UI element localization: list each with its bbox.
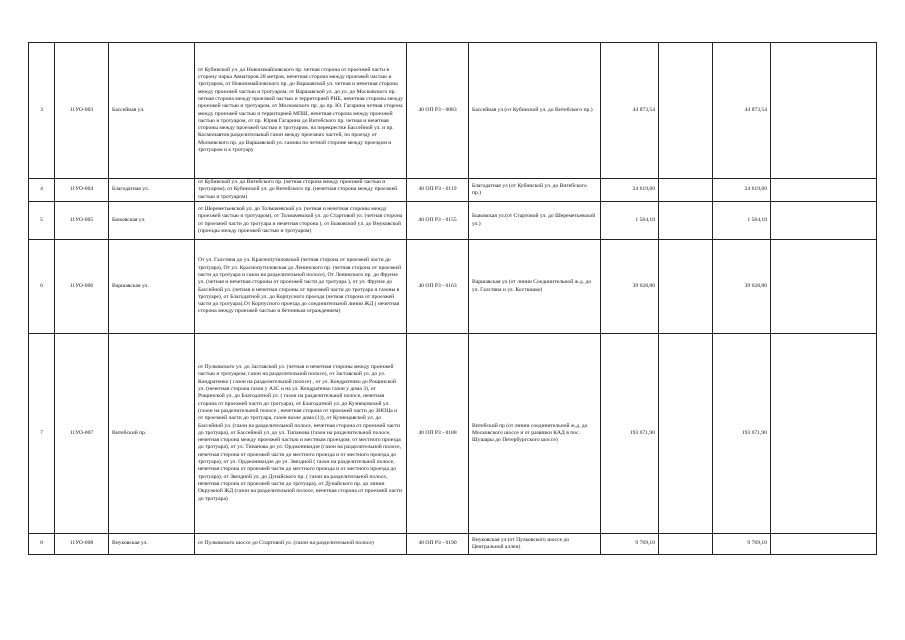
area-value: 39 628,80 xyxy=(601,240,659,334)
table-row xyxy=(29,202,877,240)
section-description: От ул. Галстяна до ул. Краснопутиловской (четная сторона от проезжей части до тротуара), От ул. Краснопутиловская до Ленинского пр. (четная сторона от проезжей части до тротуара и газон на разделительной полосе), От Ленинского пр. до Фрунзе ул. (четная и нечетная стороны от проезжей части до тротуара ), от ул. Фрунзе до Бассейной ул. (четная и нечетная стороны от проезжей части до тротуара и газоны в тротуаре), от Благодатной ул. до Корпусного проезда (четная сторона от проезжей части до тротуара),От Корпусного проезда до соединительной линии ЖД ( нечетная сторона между проезжей частью и бетонным ограждением) xyxy=(195,240,407,334)
empty-cell xyxy=(771,334,877,534)
table-row xyxy=(29,534,877,555)
street-name: Варшавская ул. xyxy=(109,240,195,334)
road-route: Внуковская ул (от Пулковского шоссе до Центральной аллеи) xyxy=(469,534,601,555)
table-row xyxy=(29,43,877,179)
object-code: 11УО-006 xyxy=(55,240,109,334)
area-value: 44 873,54 xyxy=(601,43,659,179)
total-value: 9 769,10 xyxy=(713,534,771,555)
area-value: 193 671,90 xyxy=(601,334,659,534)
road-id: 40 ОП РЗ - 0163 xyxy=(407,240,469,334)
table-row xyxy=(29,179,877,202)
row-number: 7 xyxy=(29,334,55,534)
empty-cell xyxy=(659,534,713,555)
registry-table-wrapper xyxy=(28,42,876,555)
street-name: Бассейная ул. xyxy=(109,43,195,179)
empty-cell xyxy=(771,202,877,240)
road-id: 40 ОП РЗ - 0119 xyxy=(407,179,469,202)
empty-cell xyxy=(771,240,877,334)
area-value: 1 564,10 xyxy=(601,202,659,240)
row-number: 8 xyxy=(29,534,55,555)
empty-cell xyxy=(771,179,877,202)
road-route: Витебский пр (от линии соединительной ж.д. до Московского шоссе и от развязки КАД в пос. Шушары до Петербургского шоссе) xyxy=(469,334,601,534)
empty-cell xyxy=(659,202,713,240)
section-description: от Кубинской ул. до Новоизмайловского пр. четная сторона от проезжей части в сторону парка Авиаторов 28 метров, нечетная сторона между проезжей частью и тротуаром, от Новоизмайловского пр. до Варшавской ул. четная и нечетная сторона между проезжей частью и тротуаром, от Варшавской ул. до ул. до Московского пр. четная сторона между проезжей частью и территорией РНБ, нечетная стороны между проезжей частью и тротуаром, от Московского пр. до пр. Ю. Гагарина четная сторона между проезжей частью и территорией МПШ, нечетная сторона между проезжей частью и тротуаром, от пр. Юрия Гагарина до Витебского пр. четная и нечетная стороны между проезжей частью и тротуаром, на перекрестке Бассейной ул. и пр. Космонавтов разделительный газон между проезжих частей, по проезду от Московского пр. до Варшавской ул. газоны по четной стороне между проездом и тротуаром и к тротуару xyxy=(195,43,407,179)
empty-cell xyxy=(659,334,713,534)
row-number: 3 xyxy=(29,43,55,179)
empty-cell xyxy=(659,179,713,202)
total-value: 1 564,10 xyxy=(713,202,771,240)
section-description: от Пулковского ул. до Заставской ул. (четная и нечетная стороны между проезжей частью и тротуаром, газон на разделительной полосе), от Заставской ул. до ул. Кондратенко ( газон на разделительной полосе) , от ул. Кондратенко до Рощинской ул. (нечетная сторона газон у АЗС и на ул. Кондратенко газон у дома 3), от Рощинской ул. до Благодатной ул. ( газон на разделительной полосе, нечетная сторона от проезжей части до тротуара), от Благодатной ул. до Кузнецовской ул. (газон на разделительной полосе , нечетная сторона от проезжей части до ЗНОЦа и от проезжей части до тротуара, газон возле дома (1)), от Кузнецовской ул. до Бассейной ул. (газон на разделительной полосе, нечетная сторона от проезжей части до тротуара), от Бассейной ул. до ул. Типанова (газон на разделительной полосе, нечетная сторона между проезжей частью и местным проездом, от местного проезда до тротуара), от ул. Типанова до ул. Орджоникидзе (газон на разделительной полосе, нечетная сторона от проезжей части до местного проезда и от местного проезда до тротуара), от ул. Орджоникидзе до ул. Звездной ( газон на разделительной полосе, нечетная сторона от проезжей части до местного проезда и от местного проезда до тротуара), от Звездной ул. до Дунайского пр. ( газон на разделительной полосе, нечетная сторона от проезжей части до тротуара), от Дунайского пр. до линии Окружной ЖД (газон на разделительной полосе, нечетная сторона от проезжей части до тротуара) xyxy=(195,334,407,534)
object-code: 11УО-003 xyxy=(55,43,109,179)
road-id: 40 ОП РЗ - 0155 xyxy=(407,202,469,240)
registry-table xyxy=(28,42,877,555)
street-name: Бюковская ул. xyxy=(109,202,195,240)
empty-cell xyxy=(771,43,877,179)
row-number: 4 xyxy=(29,179,55,202)
table-row xyxy=(29,240,877,334)
section-description: от Шереметьевской ул. до Толмачевской ул. (четная и нечетная стороны между проезжей частью и тротуаром), от Толмачевской ул. до Стартовой ул. (четная сторона от проезжей части до тротуара и нечетная сторона ), от Быковской ул. до Внуковской (проезды между проезжей частью и тротуаром) xyxy=(195,202,407,240)
empty-cell xyxy=(659,43,713,179)
road-route: Бассейная ул (от Кубинской ул. до Витебского пр.) xyxy=(469,43,601,179)
street-name: Витебский пр. xyxy=(109,334,195,534)
object-code: 11УО-007 xyxy=(55,334,109,534)
total-value: 44 873,54 xyxy=(713,43,771,179)
object-code: 11УО-005 xyxy=(55,202,109,240)
area-value: 9 769,10 xyxy=(601,534,659,555)
road-id: 40 ОП РЗ - 0190 xyxy=(407,534,469,555)
table-row xyxy=(29,334,877,534)
road-route: Варшавская ул (от линии Соединительной ж.д. до ул. Галстяна и ул. Костюшко) xyxy=(469,240,601,334)
total-value: 24 619,60 xyxy=(713,179,771,202)
section-description: от Кубинской ул. до Витебского пр. (четная сторона между проезжей частью и тротуаром), от Кубинской ул. до Витебского пр. (нечетная сторона между проезжей частью и тротуаром) xyxy=(195,179,407,202)
total-value: 193 671,90 xyxy=(713,334,771,534)
section-description: от Пулковского шоссе до Стартовой ул. (газон на разделительной полосе) xyxy=(195,534,407,555)
total-value: 39 628,80 xyxy=(713,240,771,334)
row-number: 6 xyxy=(29,240,55,334)
street-name: Благодатная ул. xyxy=(109,179,195,202)
road-id: 40 ОП РЗ - 0083 xyxy=(407,43,469,179)
road-id: 40 ОП РЗ - 0188 xyxy=(407,334,469,534)
table-body xyxy=(29,43,877,555)
road-route: Благодатная ул (от Кубинской ул. до Витебского пр.) xyxy=(469,179,601,202)
object-code: 11УО-004 xyxy=(55,179,109,202)
area-value: 24 619,60 xyxy=(601,179,659,202)
empty-cell xyxy=(771,534,877,555)
object-code: 11УО-008 xyxy=(55,534,109,555)
empty-cell xyxy=(659,240,713,334)
street-name: Внуковская ул. xyxy=(109,534,195,555)
row-number: 5 xyxy=(29,202,55,240)
road-route: Быковская ул.(от Стартовой ул. до Шереметьевской ул.) xyxy=(469,202,601,240)
